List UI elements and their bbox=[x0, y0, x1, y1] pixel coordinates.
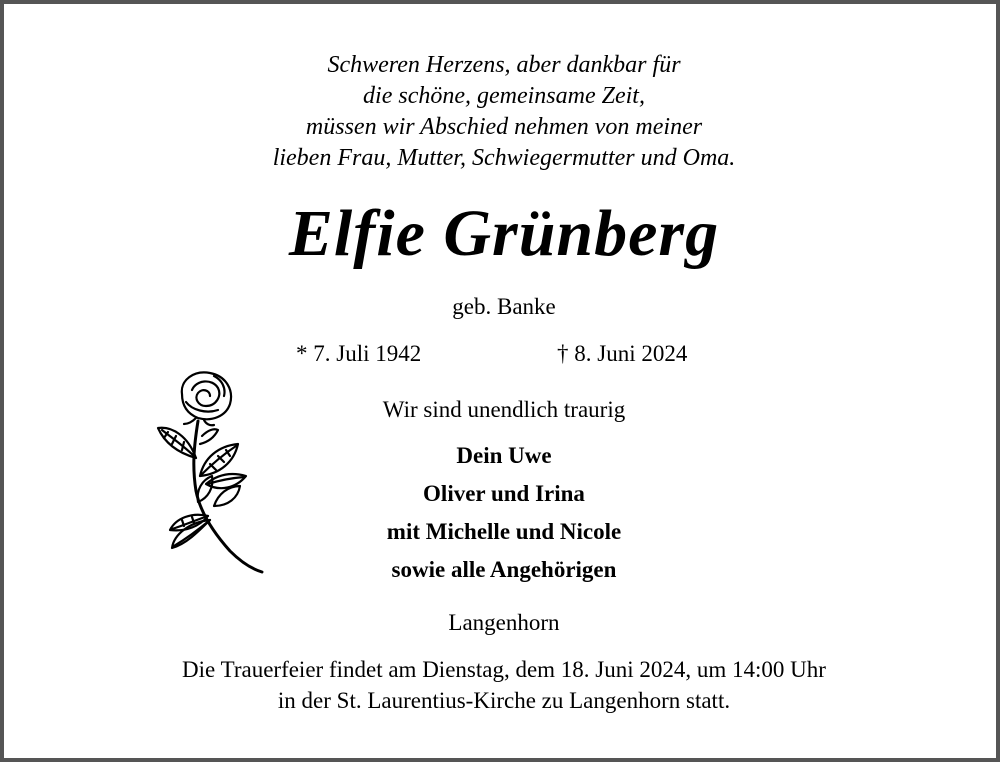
deceased-name: Elfie Grünberg bbox=[288, 197, 720, 270]
birth-date: * 7. Juli 1942 bbox=[296, 341, 422, 366]
death-date: † 8. Juni 2024 bbox=[557, 341, 688, 366]
intro-line-2: die schöne, gemeinsame Zeit, bbox=[363, 83, 645, 109]
mourner-3: mit Michelle und Nicole bbox=[386, 519, 622, 544]
mourning-line: Wir sind unendlich traurig bbox=[382, 397, 626, 422]
service-line-2: in der St. Laurentius-Kirche zu Langenhorn statt. bbox=[277, 688, 731, 713]
intro-line-1: Schweren Herzens, aber dankbar für bbox=[327, 52, 681, 78]
mourner-2: Oliver und Irina bbox=[423, 481, 585, 506]
intro-line-3: müssen wir Abschied nehmen von meiner bbox=[305, 114, 703, 140]
mourner-1: Dein Uwe bbox=[456, 443, 552, 468]
maiden-name: geb. Banke bbox=[452, 294, 556, 319]
mourner-4: sowie alle Angehörigen bbox=[391, 557, 617, 582]
rose-icon bbox=[152, 366, 267, 576]
place: Langenhorn bbox=[448, 610, 560, 635]
service-line-1: Die Trauerfeier findet am Dienstag, dem 18. Juni 2024, um 14:00 Uhr bbox=[182, 657, 826, 682]
intro-line-4: lieben Frau, Mutter, Schwiegermutter und Oma. bbox=[272, 145, 736, 171]
